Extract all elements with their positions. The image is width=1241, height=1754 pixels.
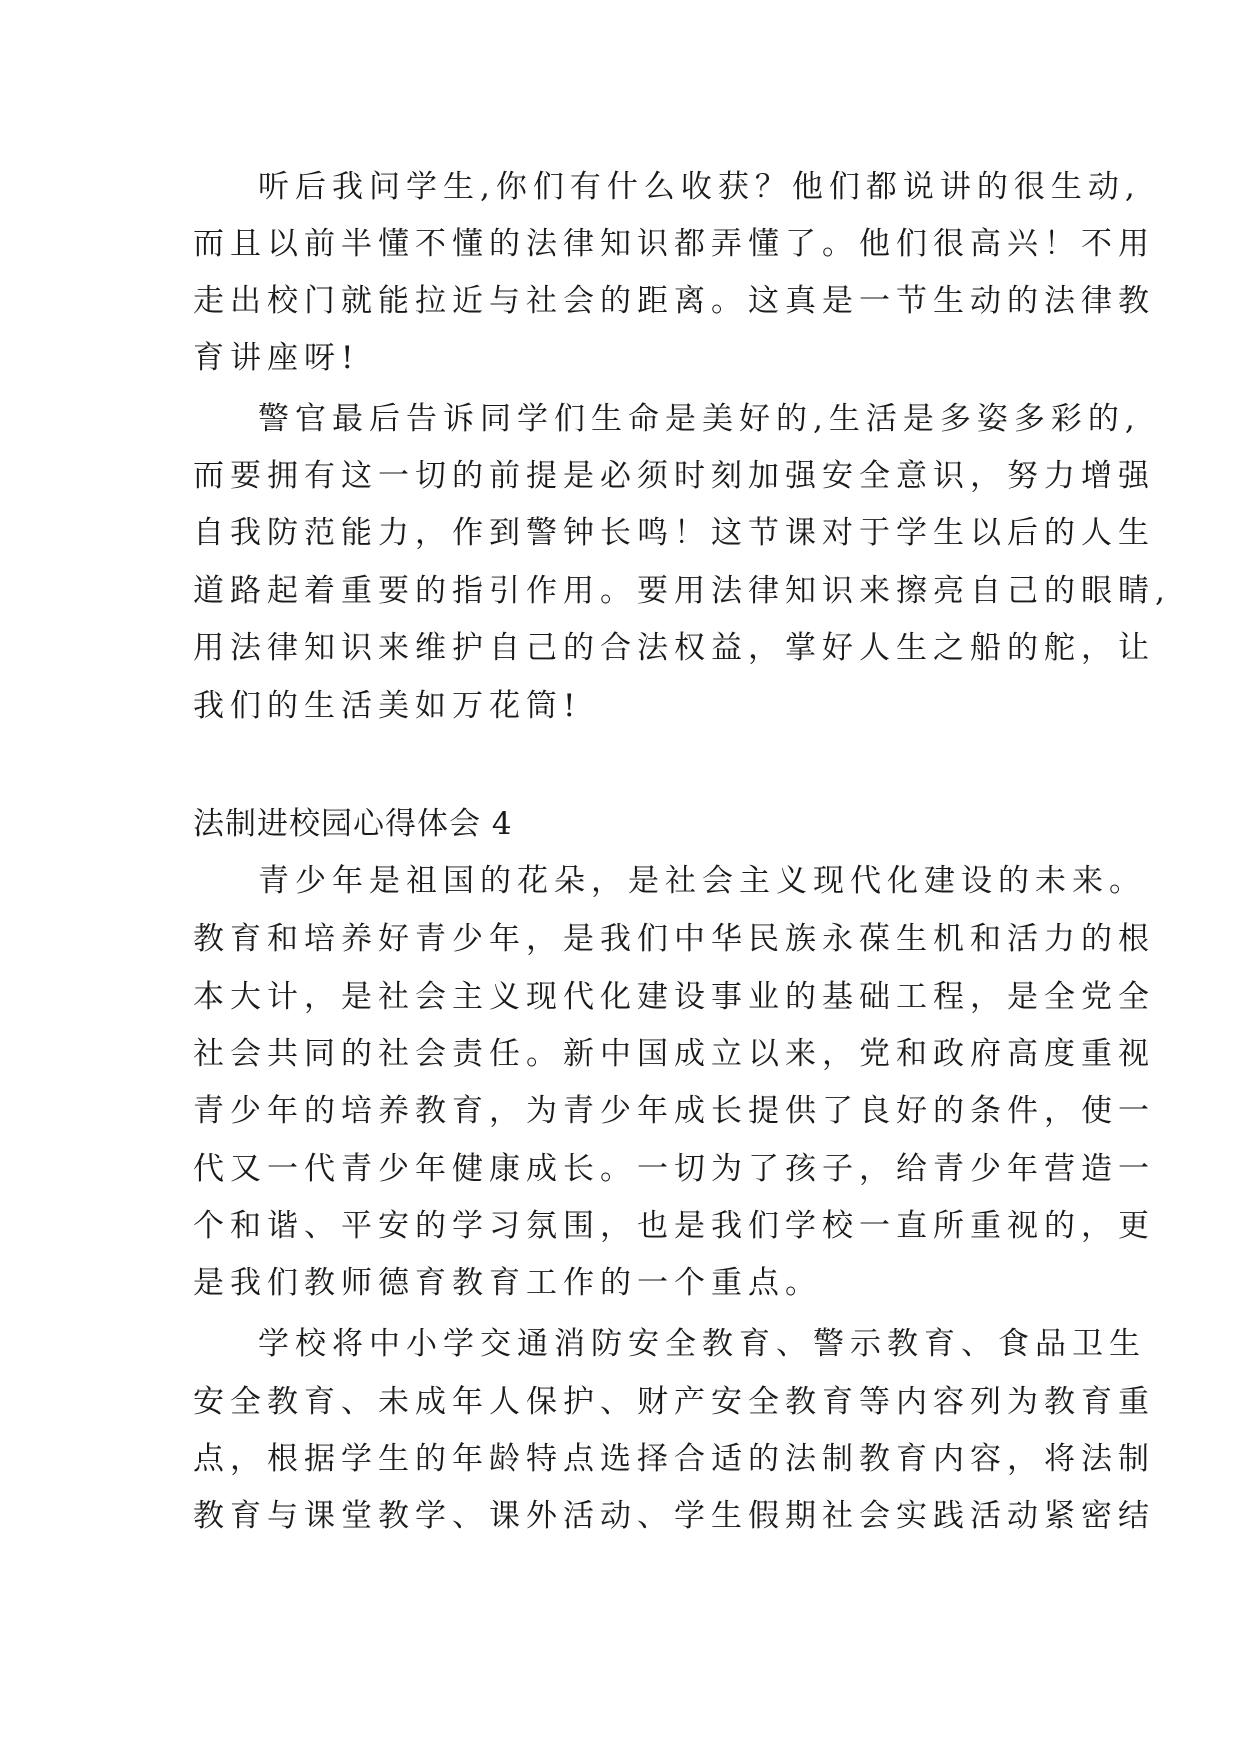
paragraph-1-line-2: 而且以前半懂不懂的法律知识都弄懂了。他们很高兴！不用 (193, 226, 1155, 262)
paragraph-2-line-1: 警官最后告诉同学们生命是美好的,生活是多姿多彩的, (258, 401, 1141, 437)
paragraph-1-line-1: 听后我问学生,你们有什么收获？他们都说讲的很生动, (258, 169, 1141, 205)
paragraph-2-line-3: 自我防范能力，作到警钟长鸣！这节课对于学生以后的人生 (193, 515, 1155, 551)
paragraph-4-line-2: 安全教育、未成年人保护、财产安全教育等内容列为教育重 (193, 1384, 1155, 1420)
paragraph-3-line-1: 青少年是祖国的花朵，是社会主义现代化建设的未来。 (258, 863, 1146, 899)
paragraph-1-line-3: 走出校门就能拉近与社会的距离。这真是一节生动的法律教 (193, 283, 1155, 319)
paragraph-2-line-5: 用法律知识来维护自己的合法权益，掌好人生之船的舵，让 (193, 630, 1155, 666)
paragraph-4-line-3: 点，根据学生的年龄特点选择合适的法制教育内容，将法制 (193, 1441, 1155, 1477)
paragraph-2-line-2: 而要拥有这一切的前提是必须时刻加强安全意识，努力增强 (193, 458, 1155, 494)
paragraph-4-line-1: 学校将中小学交通消防安全教育、警示教育、食品卫生 (258, 1326, 1146, 1362)
paragraph-2-line-6: 我们的生活美如万花筒! (193, 688, 582, 724)
paragraph-3-line-2: 教育和培养好青少年，是我们中华民族永葆生机和活力的根 (193, 921, 1155, 957)
section-title: 法制进校园心得体会 4 (193, 806, 513, 842)
paragraph-3-line-3: 本大计，是社会主义现代化建设事业的基础工程，是全党全 (193, 979, 1155, 1015)
paragraph-3-line-7: 个和谐、平安的学习氛围，也是我们学校一直所重视的，更 (193, 1208, 1155, 1244)
paragraph-3-line-5: 青少年的培养教育，为青少年成长提供了良好的条件，使一 (193, 1093, 1155, 1129)
paragraph-2-line-4: 道路起着重要的指引作用。要用法律知识来擦亮自己的眼睛, (193, 573, 1171, 609)
paragraph-3-line-4: 社会共同的社会责任。新中国成立以来，党和政府高度重视 (193, 1036, 1155, 1072)
paragraph-3-line-6: 代又一代青少年健康成长。一切为了孩子，给青少年营造一 (193, 1151, 1155, 1187)
paragraph-1-line-4: 育讲座呀! (193, 340, 360, 376)
paragraph-4-line-4: 教育与课堂教学、课外活动、学生假期社会实践活动紧密结 (193, 1498, 1155, 1534)
paragraph-3-line-8: 是我们教师德育教育工作的一个重点。 (193, 1265, 822, 1301)
